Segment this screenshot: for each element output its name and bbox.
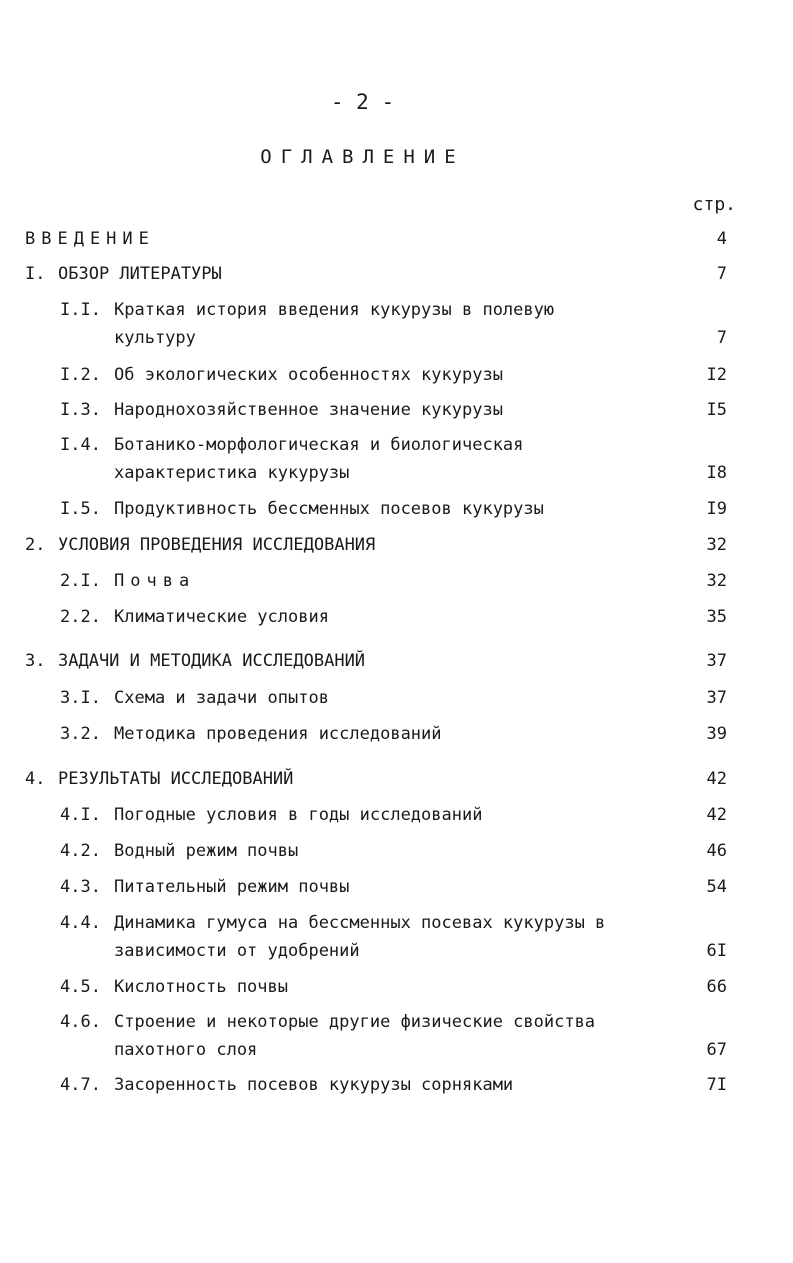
toc-entry-number: 4.7.: [60, 1075, 101, 1095]
toc-entry-title: РЕЗУЛЬТАТЫ ИССЛЕДОВАНИЙ: [58, 769, 294, 789]
toc-entry-page: 7I: [706, 1075, 727, 1095]
toc-entry-number: 4.3.: [60, 877, 101, 897]
document-title: ОГЛАВЛЕНИЕ: [260, 146, 465, 168]
toc-entry-number: 4.6.: [60, 1012, 101, 1032]
toc-entry-page: I8: [706, 463, 727, 483]
toc-entry-page: 32: [706, 571, 727, 591]
toc-entry-title: Климатические условия: [114, 607, 329, 627]
toc-entry-page: 37: [706, 651, 727, 671]
toc-entry-title: Почва: [114, 571, 196, 591]
toc-entry-number: I.4.: [60, 435, 101, 455]
toc-entry-title: Кислотность почвы: [114, 977, 288, 997]
toc-entry-title: Динамика гумуса на бессменных посевах кукурузы в зависимости от удобрений: [114, 913, 606, 961]
toc-entry-title: УСЛОВИЯ ПРОВЕДЕНИЯ ИССЛЕДОВАНИЯ: [58, 535, 376, 555]
toc-entry-title: Питательный режим почвы: [114, 877, 350, 897]
toc-entry-number: I.I.: [60, 300, 101, 320]
toc-entry-page: 67: [706, 1040, 727, 1060]
toc-entry-page: 66: [706, 977, 727, 997]
toc-entry-page: 42: [706, 769, 727, 789]
toc-entry-number: 2.I.: [60, 571, 101, 591]
toc-entry-page: I9: [706, 499, 727, 519]
toc-entry-page: 6I: [706, 941, 727, 961]
toc-entry-title: Водный режим почвы: [114, 841, 299, 861]
toc-entry-number: I.2.: [60, 365, 101, 385]
toc-entry-title: Народнохозяйственное значение кукурузы: [114, 400, 503, 420]
toc-entry-page: 4: [716, 229, 727, 249]
toc-entry-title: ВВЕДЕНИЕ: [25, 229, 155, 249]
toc-entry-number: 3.I.: [60, 688, 101, 708]
toc-entry-title: Ботанико-морфологическая и биологическая характеристика кукурузы: [114, 435, 524, 483]
toc-entry-page: 39: [706, 724, 727, 744]
toc-entry-number: I.: [25, 264, 46, 284]
toc-entry-page: 7: [716, 328, 727, 348]
toc-entry-page: 42: [706, 805, 727, 825]
toc-entry-page: 32: [706, 535, 727, 555]
toc-entry-number: 4.I.: [60, 805, 101, 825]
toc-entry-title: Краткая история введения кукурузы в полевую культуру: [114, 300, 555, 348]
toc-entry-title: Погодные условия в годы исследований: [114, 805, 483, 825]
toc-entry-page: 37: [706, 688, 727, 708]
toc-entry-page: I5: [706, 400, 727, 420]
toc-entry-page: 35: [706, 607, 727, 627]
toc-entry-number: 4.5.: [60, 977, 101, 997]
toc-entry-number: I.5.: [60, 499, 101, 519]
page-number: - 2 -: [330, 90, 395, 114]
toc-entry-title: Схема и задачи опытов: [114, 688, 329, 708]
toc-entry-number: 4.4.: [60, 913, 101, 933]
toc-entry-number: 3.: [25, 651, 46, 671]
toc-entry-page: I2: [706, 365, 727, 385]
toc-entry-number: 2.: [25, 535, 46, 555]
toc-entry-number: 4.2.: [60, 841, 101, 861]
toc-entry-title: ОБЗОР ЛИТЕРАТУРЫ: [58, 264, 222, 284]
toc-entry-page: 46: [706, 841, 727, 861]
toc-entry-title: Строение и некоторые другие физические свойства пахотного слоя: [114, 1012, 596, 1060]
toc-entry-title: Об экологических особенностях кукурузы: [114, 365, 503, 385]
toc-entry-title: ЗАДАЧИ И МЕТОДИКА ИССЛЕДОВАНИЙ: [58, 651, 366, 671]
toc-entry-page: 7: [716, 264, 727, 284]
toc-entry-title: Засоренность посевов кукурузы сорняками: [114, 1075, 514, 1095]
toc-entry-page: 54: [706, 877, 727, 897]
toc-entry-number: I.3.: [60, 400, 101, 420]
toc-entry-title: Продуктивность бессменных посевов кукурузы: [114, 499, 544, 519]
toc-entry-number: 3.2.: [60, 724, 101, 744]
toc-entry-number: 2.2.: [60, 607, 101, 627]
toc-entry-title: Методика проведения исследований: [114, 724, 442, 744]
toc-entry-number: 4.: [25, 769, 46, 789]
pages-column-header: стр.: [692, 194, 736, 215]
